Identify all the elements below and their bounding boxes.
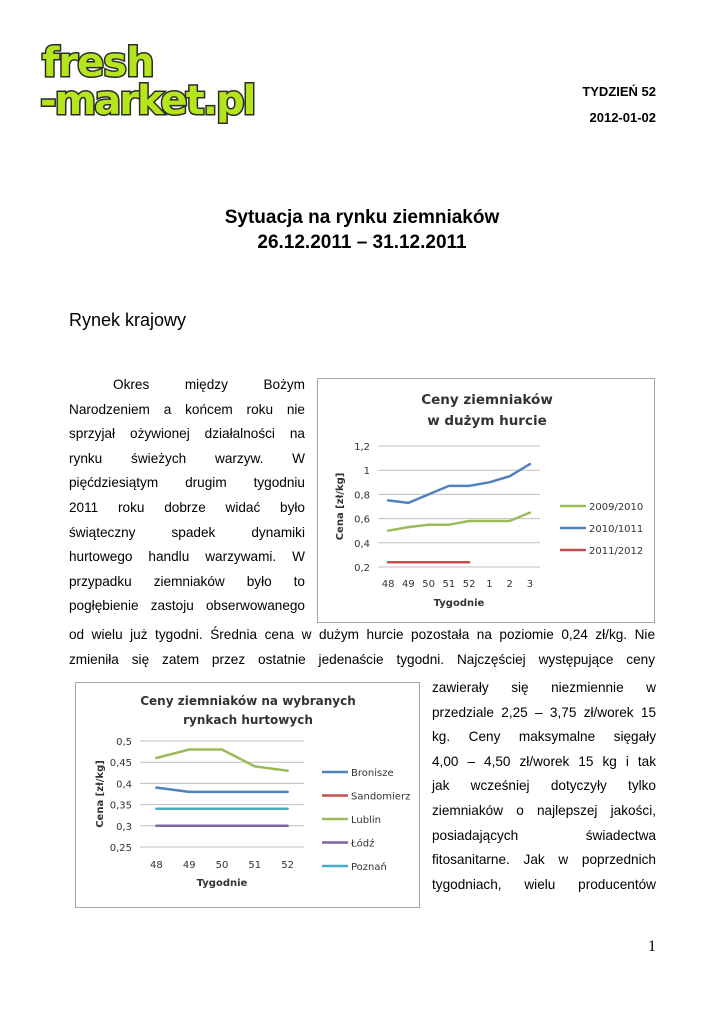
paragraph-price-range xyxy=(432,676,656,897)
x-axis-label: Tygodnie xyxy=(196,878,248,889)
paragraph-average-price xyxy=(69,623,655,672)
text-line: 2011 roku dobrze widać było xyxy=(69,499,305,515)
text-line: zmieniła się zatem przez ostatnie jedenaście tygodni. Najczęściej występujące ceny xyxy=(69,651,655,667)
chart-title: Ceny ziemniaków xyxy=(421,392,553,408)
y-axis-label: Cena [zł/kg] xyxy=(335,472,346,541)
page-number: 1 xyxy=(648,938,656,955)
text-line: przedziale 2,25 – 3,75 zł/worek 15 xyxy=(432,704,656,720)
title-line-1: Sytuacja na rynku ziemniaków xyxy=(224,207,500,228)
legend-label: Sandomierz xyxy=(351,791,411,803)
y-tick-label: 1,2 xyxy=(354,442,370,453)
text-line: pięćdziesiątym drugim tygodniu xyxy=(69,475,305,491)
section-heading: Rynek krajowy xyxy=(69,310,187,330)
x-tick-label: 49 xyxy=(402,579,415,590)
y-tick-label: 0,4 xyxy=(354,538,370,550)
x-tick-label: 52 xyxy=(281,860,294,871)
title-line-2: 26.12.2011 – 31.12.2011 xyxy=(257,232,467,253)
x-tick-label: 1 xyxy=(486,579,493,590)
chart-selected-markets-svg xyxy=(76,683,419,907)
text-line: od wielu już tygodni. Średnia cena w dużym hurcie pozostała na poziomie 0,24 zł/kg. Nie xyxy=(69,627,655,642)
paragraph-intro xyxy=(69,373,305,619)
y-tick-label: 0,25 xyxy=(109,843,132,854)
y-tick-label: 1 xyxy=(363,466,370,478)
fresh-market-logo xyxy=(40,40,270,124)
legend-label: 2010/1011 xyxy=(589,524,644,535)
x-axis-label: Tygodnie xyxy=(433,598,485,609)
x-tick-label: 48 xyxy=(381,579,395,590)
report-title xyxy=(0,205,724,255)
legend-label: Bronisze xyxy=(351,768,394,779)
text-line: przypadku ziemniaków było to xyxy=(69,573,305,589)
y-tick-label: 0,2 xyxy=(354,563,370,574)
text-line: tygodniach, wielu producentów xyxy=(432,876,656,892)
y-tick-label: 0,4 xyxy=(116,779,132,791)
text-line: Okres między Bożym xyxy=(113,377,305,392)
x-tick-label: 51 xyxy=(248,860,262,871)
y-axis-label: Cena [zł/kg] xyxy=(95,760,106,828)
week-label: TYDZIEŃ 52 xyxy=(582,84,656,99)
x-tick-label: 50 xyxy=(215,860,229,871)
legend-label: 2011/2012 xyxy=(589,546,644,557)
y-tick-label: 0,45 xyxy=(109,758,132,770)
report-date: 2012-01-02 xyxy=(589,110,656,125)
x-tick-label: 52 xyxy=(462,579,476,590)
logo-text-fresh: fresh xyxy=(42,40,154,86)
series-line-2009/2010 xyxy=(388,513,530,531)
text-line: jak wcześniej dotyczyły tylko xyxy=(432,778,656,794)
text-line: rynku świeżych warzyw. W xyxy=(69,450,305,466)
text-line: sprzyjał ożywionej działalności na xyxy=(69,426,305,442)
text-line: ziemniaków o najlepszej jakości, xyxy=(432,802,656,818)
legend-label: Poznań xyxy=(351,862,387,873)
chart-title: Ceny ziemniaków na wybranych xyxy=(140,694,356,708)
x-tick-label: 48 xyxy=(150,860,163,871)
chart-wholesale-prices-svg xyxy=(318,379,654,622)
text-line: Narodzeniem a końcem roku nie xyxy=(69,401,305,417)
chart-selected-markets xyxy=(75,682,420,908)
y-tick-label: 0,35 xyxy=(109,800,132,812)
logo-text-market: -market.pl xyxy=(40,78,255,124)
text-line: hurtowego handlu warzywami. W xyxy=(69,549,305,565)
x-tick-label: 2 xyxy=(506,579,513,590)
chart-wholesale-prices xyxy=(317,378,655,623)
y-tick-label: 0,5 xyxy=(116,737,132,748)
x-tick-label: 49 xyxy=(182,860,196,871)
legend-label: Lublin xyxy=(351,815,381,826)
x-tick-label: 3 xyxy=(526,579,534,590)
text-line: świąteczny spadek dynamiki xyxy=(69,524,305,540)
chart-title: w dużym hurcie xyxy=(427,413,547,429)
y-tick-label: 0,3 xyxy=(116,821,132,833)
x-tick-label: 51 xyxy=(442,579,456,590)
text-line: zawierały się niezmiennie w xyxy=(432,680,656,695)
text-line: 4,00 – 4,50 zł/worek 15 kg i tak xyxy=(432,753,656,769)
text-line: kg. Ceny maksymalne sięgały xyxy=(432,729,656,745)
series-line-lublin xyxy=(156,750,287,771)
chart-title: rynkach hurtowych xyxy=(183,713,313,727)
y-tick-label: 0,8 xyxy=(354,490,370,502)
legend-label: Łódź xyxy=(351,838,375,850)
series-line-bronisze xyxy=(156,788,287,792)
legend-label: 2009/2010 xyxy=(589,502,644,513)
text-line: posiadających świadectwa xyxy=(432,827,656,843)
y-tick-label: 0,6 xyxy=(354,514,370,526)
x-tick-label: 50 xyxy=(422,579,435,590)
text-line: fitosanitarne. Jak w poprzednich xyxy=(432,852,656,868)
text-line: pogłębienie zastoju obserwowanego xyxy=(69,598,305,614)
